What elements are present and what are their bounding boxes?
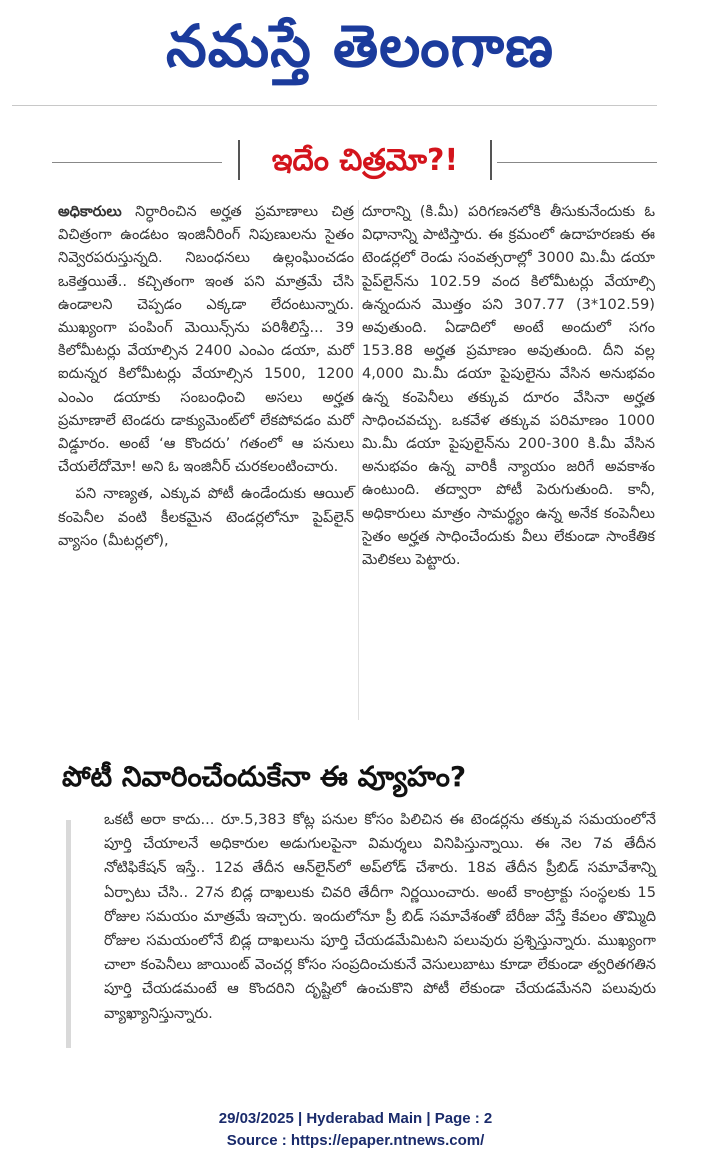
story-paragraph: ఒకటీ అరా కాదు... రూ.5,383 కోట్ల పనుల కోసం పిలిచిన ఈ టెండర్లను తక్కువ సమయంలోనే పూర్తి చేయాలనే అధికారుల అడుగులపైనా విమర్శలు వినిపిస్తున్నాయి. ఈ నెల 7వ తేదీన నోటిఫికేషన్ ఇస్తే.. 12వ తేదీన ఆన్‌లైన్‌లో అప్‌లోడ్ చేశారు. 18వ తేదీన ప్రీబిడ్ సమావేశాన్ని ఏర్పాటు చేసి.. 27న బిడ్ల దాఖలుకు చివరి తేదీగా నిర్ణయించారు. అంటే కాంట్రాక్టు సంస్థలకు 15 రోజుల సమయం మాత్రమే ఇచ్చారు. ఇందులోనూ ప్రీ బిడ్ సమావేశంతో బేరీజు వేస్తే కేవలం తొమ్మిది రోజుల సమయంలోనే బిడ్ల దాఖలును పూర్తి చేయడమేమిటని పలువురు ప్రశ్నిస్తున్నారు. ముఖ్యంగా చాలా కంపెనీలు జాయింట్ వెంచర్ల కోసం సంప్రదించుకునే వెసులుబాటు కూడా లేకుండా త్వరితగతిన పూర్తి చేయడమంటే ఆ కొందరిని దృష్టిలో ఉంచుకొని పోటీ లేకుండా చేయడమేనని పలువురు వ్యాఖ్యానిస్తున్నారు.	[104, 811, 656, 1022]
left-paragraph-1-text: నిర్ధారించిన అర్హత ప్రమాణాలు చిత్ర విచిత్రంగా ఉండటం ఇంజినీరింగ్ నిపుణులను సైతం నివ్వెరపరుస్తున్నది. నిబంధనలు ఉల్లంఘించడం ఒకెత్తయితే.. కచ్చితంగా ఇంత పని మాత్రమే చేసి ఉండాలని చెప్పడం ఎక్కడా లేదంటున్నారు. ముఖ్యంగా పంపింగ్ మెయిన్స్‌ను పరిశీలిస్తే... 39 కిలోమీటర్లు వేయాల్సిన 2400 ఎంఎం డయా, మరో ఐదున్నర కిలోమీటర్లు వేయాల్సిన 1500, 1200 ఎంఎం డయాకు సంబంధించి అసలు అర్హత ప్రమాణాలే టెండరు డాక్యుమెంట్‌లో లేకపోవడం మరో విడ్డూరం. అంటే ‘ఆ కొందరు’ గతంలో ఆ పనులు చేయలేదోమో! అని ఓ ఇంజినీర్ చురకలంటించారు.	[58, 203, 354, 476]
source-link[interactable]: Source : https://epaper.ntnews.com/	[226, 1132, 485, 1149]
masthead-divider	[12, 105, 657, 106]
newspaper-logo: నమస్తే తెలంగాణ	[166, 12, 554, 80]
column-divider	[358, 200, 359, 720]
story-accent-bar	[66, 820, 71, 1048]
section-header	[52, 138, 657, 188]
section-rule-right	[497, 162, 657, 163]
section-title: ఇదేం చిత్రమో?!	[238, 138, 492, 184]
page-footer	[0, 1108, 711, 1152]
story-headline: పోటీ నివారించేందుకేనా ఈ వ్యూహం?	[62, 760, 467, 793]
section-rule-left	[52, 162, 222, 163]
article-column-left	[58, 200, 354, 552]
article-column-right	[362, 200, 655, 571]
masthead	[0, 0, 711, 100]
left-paragraph-1	[58, 200, 354, 478]
left-paragraph-2: పని నాణ్యత, ఎక్కువ పోటీ ఉండేందుకు ఆయిల్ కంపెనీల వంటి కీలకమైన టెండర్లలోనూ పైప్‌లైన్ వ్యాసం (మీటర్లలో),	[58, 485, 354, 549]
edition-info: 29/03/2025 | Hyderabad Main | Page : 2	[218, 1110, 493, 1127]
story-body	[104, 808, 656, 1026]
lead-word: అధికారులు	[58, 203, 122, 220]
right-paragraph-1: దూరాన్ని (కి.మీ) పరిగణనలోకి తీసుకునేందుకు ఓ విధానాన్ని పాటిస్తారు. ఈ క్రమంలో ఉదాహరణకు ఈ టెండర్లలో రెండు సంవత్సరాల్లో 3000 మి.మీ డయా పైప్‌లైన్‌ను 102.59 వంద కిలోమీటర్లు వేయాల్సి ఉన్నందున మొత్తం పని 307.77 (3*102.59) అవుతుంది. ఏడాదిలో అంటే అందులో సగం 153.88 అర్హత ప్రమాణం అవుతుంది. దీని వల్ల 4,000 మి.మీ డయా పైపులైను వేసిన అనుభవం ఉన్న కంపెనీలు తక్కువ దూరం వేసినా అర్హత సాధించవచ్చు. ఒకవేళ తక్కువ పరిమాణం 1000 మి.మీ డయా పైపులైన్‌ను 200-300 కి.మీ వేసిన అనుభవం ఉన్న వారికీ న్యాయం జరిగే అవకాశం ఉంటుంది. తద్వారా పోటీ పెరుగుతుంది. కానీ, అధికారులు మాత్రం సామర్థ్యం ఉన్న అనేక కంపెనీలు సైతం అర్హత సాధించేందుకు వీలు లేకుండా సాంకేతిక మెలికలు పెట్టారు.	[362, 203, 655, 569]
